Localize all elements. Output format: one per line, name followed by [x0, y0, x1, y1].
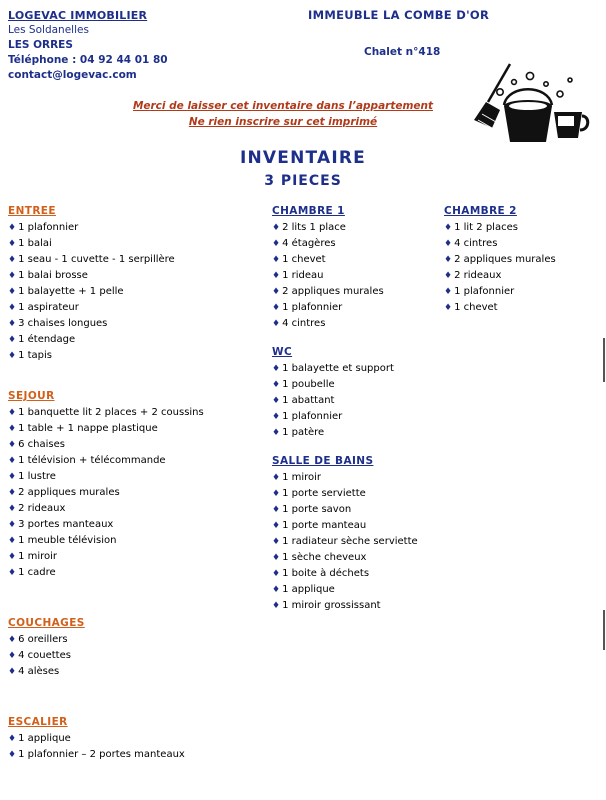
- bullet-icon: ♦: [272, 537, 281, 547]
- section-salle-de-bains: [272, 455, 440, 614]
- list-item: [8, 268, 270, 284]
- list-item: [272, 316, 440, 332]
- list-item: [444, 236, 604, 252]
- list-item: [8, 220, 270, 236]
- list-item: [8, 252, 270, 268]
- item-label: 1 applique: [282, 584, 335, 595]
- bullet-icon: ♦: [8, 351, 17, 361]
- list-item: [8, 453, 270, 469]
- list-item: [272, 300, 440, 316]
- building-title: IMMEUBLE LA COMBE D'OR: [308, 8, 490, 22]
- company-address-line2: LES ORRES: [8, 39, 73, 51]
- bullet-icon: ♦: [8, 303, 17, 313]
- item-label: 1 miroir grossissant: [282, 600, 381, 611]
- bullet-icon: ♦: [272, 319, 281, 329]
- list-item: [272, 425, 440, 441]
- list-item: [272, 377, 440, 393]
- column-left: [8, 205, 270, 777]
- list-item: [8, 632, 270, 648]
- item-label: 3 portes manteaux: [18, 519, 114, 530]
- list-item: [272, 502, 440, 518]
- item-label: 2 lits 1 place: [282, 222, 346, 233]
- section-items-salle-de-bains: [272, 470, 440, 614]
- chalet-number: Chalet n°418: [364, 46, 441, 58]
- item-label: 1 balayette et support: [282, 363, 394, 374]
- bullet-icon: ♦: [8, 335, 17, 345]
- column-right: [444, 205, 604, 330]
- list-item: [272, 582, 440, 598]
- section-chambre-2: [444, 205, 604, 316]
- list-item: [272, 409, 440, 425]
- bullet-icon: ♦: [8, 440, 17, 450]
- item-label: 1 rideau: [282, 270, 324, 281]
- bullet-icon: ♦: [272, 585, 281, 595]
- list-item: [8, 648, 270, 664]
- bullet-icon: ♦: [8, 635, 17, 645]
- item-label: 1 plafonnier – 2 portes manteaux: [18, 749, 185, 760]
- section-items-chambre-2: [444, 220, 604, 316]
- item-label: 2 appliques murales: [18, 487, 120, 498]
- bullet-icon: ♦: [8, 504, 17, 514]
- item-label: 1 aspirateur: [18, 302, 79, 313]
- bullet-icon: ♦: [8, 255, 17, 265]
- notice-line-2: Ne rien inscrire sur cet imprimé: [188, 116, 378, 128]
- bullet-icon: ♦: [272, 287, 281, 297]
- bullet-icon: ♦: [8, 734, 17, 744]
- bullet-icon: ♦: [272, 271, 281, 281]
- item-label: 1 lit 2 places: [454, 222, 518, 233]
- item-label: 1 cadre: [18, 567, 56, 578]
- list-item: [444, 252, 604, 268]
- item-label: 3 chaises longues: [18, 318, 108, 329]
- bullet-icon: ♦: [8, 750, 17, 760]
- item-label: 1 miroir: [282, 472, 322, 483]
- item-label: 1 étendage: [18, 334, 76, 345]
- section-items-sejour: [8, 405, 270, 581]
- list-item: [8, 533, 270, 549]
- section-entree: [8, 205, 270, 364]
- title-line-1: INVENTAIRE: [239, 148, 366, 168]
- company-email: contact@logevac.com: [8, 69, 137, 81]
- list-item: [272, 252, 440, 268]
- title-line-2: 3 PIECES: [264, 173, 342, 189]
- list-item: [272, 566, 440, 582]
- list-item: [8, 517, 270, 533]
- list-item: [272, 534, 440, 550]
- column-middle: [272, 205, 440, 628]
- item-label: 1 radiateur sèche serviette: [282, 536, 418, 547]
- item-label: 1 poubelle: [282, 379, 335, 390]
- item-label: 1 porte manteau: [282, 520, 367, 531]
- list-item: [272, 550, 440, 566]
- bullet-icon: ♦: [272, 553, 281, 563]
- item-label: 4 couettes: [18, 650, 71, 661]
- section-sejour: [8, 390, 270, 581]
- bullet-icon: ♦: [444, 287, 453, 297]
- bullet-icon: ♦: [8, 488, 17, 498]
- company-phone: Téléphone : 04 92 44 01 80: [8, 54, 168, 66]
- list-item: [8, 747, 270, 763]
- bullet-icon: ♦: [8, 287, 17, 297]
- bullet-icon: ♦: [8, 223, 17, 233]
- page-edge-mark-top: [603, 338, 605, 382]
- company-address-line1: Les Soldanelles: [8, 24, 89, 36]
- bullet-icon: ♦: [272, 380, 281, 390]
- list-item: [8, 421, 270, 437]
- item-label: 6 chaises: [18, 439, 65, 450]
- section-title-wc: WC: [272, 346, 293, 358]
- bullet-icon: ♦: [8, 568, 17, 578]
- bullet-icon: ♦: [8, 319, 17, 329]
- company-block: [8, 8, 168, 83]
- item-label: 1 plafonnier: [282, 411, 343, 422]
- item-label: 2 rideaux: [454, 270, 502, 281]
- list-item: [444, 284, 604, 300]
- bullet-icon: ♦: [272, 239, 281, 249]
- item-label: 2 appliques murales: [454, 254, 556, 265]
- list-item: [444, 220, 604, 236]
- item-label: 1 chevet: [454, 302, 498, 313]
- item-label: 1 boite à déchets: [282, 568, 370, 579]
- item-label: 1 table + 1 nappe plastique: [18, 423, 158, 434]
- bullet-icon: ♦: [8, 408, 17, 418]
- bullet-icon: ♦: [272, 521, 281, 531]
- list-item: [8, 300, 270, 316]
- bullet-icon: ♦: [8, 536, 17, 546]
- section-title-escalier: ESCALIER: [8, 716, 68, 728]
- bullet-icon: ♦: [444, 223, 453, 233]
- bullet-icon: ♦: [272, 489, 281, 499]
- list-item: [272, 220, 440, 236]
- bullet-icon: ♦: [8, 520, 17, 530]
- section-title-chambre-1: CHAMBRE 1: [272, 205, 345, 217]
- section-chambre-1: [272, 205, 440, 332]
- company-name: LOGEVAC IMMOBILIER: [8, 9, 148, 22]
- item-label: 4 alèses: [18, 666, 60, 677]
- list-item: [8, 405, 270, 421]
- item-label: 2 rideaux: [18, 503, 66, 514]
- item-label: 1 lustre: [18, 471, 56, 482]
- bullet-icon: ♦: [8, 651, 17, 661]
- bullet-icon: ♦: [272, 428, 281, 438]
- bullet-icon: ♦: [8, 667, 17, 677]
- list-item: [272, 598, 440, 614]
- bullet-icon: ♦: [272, 473, 281, 483]
- list-item: [8, 284, 270, 300]
- section-wc: [272, 346, 440, 441]
- list-item: [8, 332, 270, 348]
- notice-block: [118, 98, 448, 130]
- item-label: 4 cintres: [282, 318, 326, 329]
- bullet-icon: ♦: [272, 601, 281, 611]
- item-label: 1 chevet: [282, 254, 326, 265]
- list-item: [272, 470, 440, 486]
- list-item: [8, 236, 270, 252]
- list-item: [272, 361, 440, 377]
- section-title-sejour: SEJOUR: [8, 390, 55, 402]
- item-label: 1 balai: [18, 238, 52, 249]
- item-label: 4 cintres: [454, 238, 498, 249]
- item-label: 1 tapis: [18, 350, 53, 361]
- bullet-icon: ♦: [8, 271, 17, 281]
- section-title-chambre-2: CHAMBRE 2: [444, 205, 517, 217]
- item-label: 2 appliques murales: [282, 286, 384, 297]
- item-label: 1 plafonnier: [18, 222, 79, 233]
- bullet-icon: ♦: [8, 456, 17, 466]
- item-label: 1 balayette + 1 pelle: [18, 286, 124, 297]
- list-item: [272, 486, 440, 502]
- item-label: 1 sèche cheveux: [282, 552, 367, 563]
- list-item: [8, 316, 270, 332]
- list-item: [8, 469, 270, 485]
- notice-line-1: Merci de laisser cet inventaire dans l’appartement: [132, 100, 434, 112]
- section-items-wc: [272, 361, 440, 441]
- list-item: [8, 485, 270, 501]
- section-escalier: [8, 716, 270, 763]
- bullet-icon: ♦: [272, 303, 281, 313]
- cleaning-bucket-broom-icon: [470, 58, 590, 144]
- bullet-icon: ♦: [272, 223, 281, 233]
- section-items-escalier: [8, 731, 270, 763]
- bullet-icon: ♦: [8, 472, 17, 482]
- section-couchages: [8, 617, 270, 680]
- list-item: [8, 549, 270, 565]
- item-label: 1 plafonnier: [282, 302, 343, 313]
- section-title-entree: ENTREE: [8, 205, 56, 217]
- item-label: 1 télévision + télécommande: [18, 455, 166, 466]
- item-label: 1 balai brosse: [18, 270, 88, 281]
- item-label: 1 porte savon: [282, 504, 352, 515]
- bullet-icon: ♦: [444, 303, 453, 313]
- item-label: 1 banquette lit 2 places + 2 coussins: [18, 407, 204, 418]
- section-items-chambre-1: [272, 220, 440, 332]
- list-item: [8, 348, 270, 364]
- list-item: [272, 236, 440, 252]
- item-label: 1 miroir: [18, 551, 58, 562]
- bullet-icon: ♦: [272, 364, 281, 374]
- bullet-icon: ♦: [8, 552, 17, 562]
- item-label: 4 étagères: [282, 238, 336, 249]
- page-title: [0, 146, 606, 192]
- list-item: [8, 565, 270, 581]
- section-title-couchages: COUCHAGES: [8, 617, 85, 629]
- list-item: [272, 268, 440, 284]
- bullet-icon: ♦: [444, 239, 453, 249]
- bullet-icon: ♦: [272, 396, 281, 406]
- list-item: [272, 393, 440, 409]
- list-item: [444, 268, 604, 284]
- bullet-icon: ♦: [272, 569, 281, 579]
- item-label: 1 porte serviette: [282, 488, 366, 499]
- bullet-icon: ♦: [272, 255, 281, 265]
- list-item: [8, 664, 270, 680]
- section-title-salle-de-bains: SALLE DE BAINS: [272, 455, 374, 467]
- list-item: [8, 501, 270, 517]
- bullet-icon: ♦: [272, 505, 281, 515]
- bullet-icon: ♦: [8, 424, 17, 434]
- item-label: 1 meuble télévision: [18, 535, 117, 546]
- list-item: [8, 731, 270, 747]
- bullet-icon: ♦: [272, 412, 281, 422]
- list-item: [444, 300, 604, 316]
- bullet-icon: ♦: [444, 271, 453, 281]
- item-label: 1 plafonnier: [454, 286, 515, 297]
- bullet-icon: ♦: [8, 239, 17, 249]
- item-label: 1 applique: [18, 733, 71, 744]
- item-label: 1 patère: [282, 427, 325, 438]
- list-item: [272, 518, 440, 534]
- item-label: 6 oreillers: [18, 634, 68, 645]
- list-item: [272, 284, 440, 300]
- page-edge-mark-bottom: [603, 610, 605, 650]
- section-items-entree: [8, 220, 270, 364]
- item-label: 1 seau - 1 cuvette - 1 serpillère: [18, 254, 175, 265]
- section-items-couchages: [8, 632, 270, 680]
- bullet-icon: ♦: [444, 255, 453, 265]
- item-label: 1 abattant: [282, 395, 335, 406]
- list-item: [8, 437, 270, 453]
